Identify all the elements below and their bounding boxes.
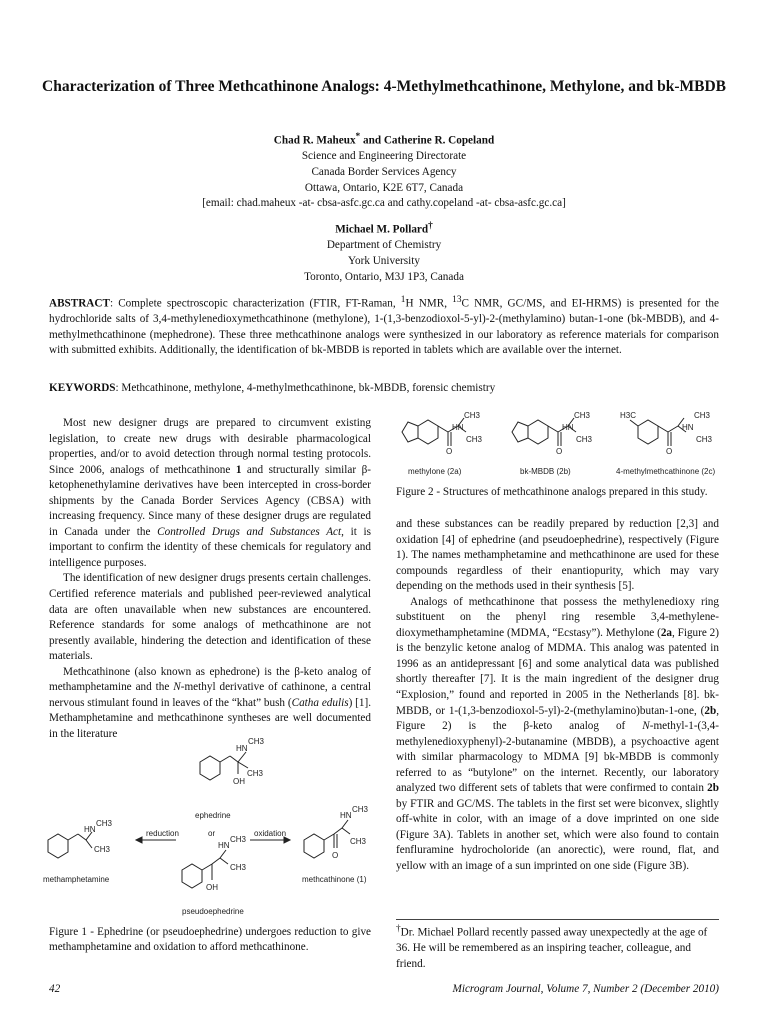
svg-text:OH: OH bbox=[206, 883, 218, 892]
label-2a: methylone (2a) bbox=[408, 467, 462, 476]
page-number: 42 bbox=[49, 983, 61, 995]
figure-2-caption: Figure 2 - Structures of methcathinone analogs prepared in this study. bbox=[396, 486, 708, 498]
right-column-text bbox=[396, 517, 719, 875]
label-pseudoephedrine: pseudoephedrine bbox=[182, 907, 244, 916]
footnote-rule bbox=[396, 919, 719, 920]
svg-text:CH3: CH3 bbox=[96, 819, 113, 828]
svg-text:HN: HN bbox=[84, 825, 96, 834]
paragraph: The identification of new designer drugs presents certain challenges. Certified reference materials and published peer-reviewed analytical data are often unavailable when new substances are encountered. Reference standards for some analogs of methcathinone are not presently available, hindering the detection and identification of these materials. bbox=[49, 572, 371, 663]
journal-citation: Microgram Journal, Volume 7, Number 2 (December 2010) bbox=[452, 983, 719, 995]
svg-text:H3C: H3C bbox=[620, 411, 637, 420]
paper-title: Characterization of Three Methcathinone Analogs: 4-Methylmethcathinone, Methylone, and bk-MBDB bbox=[42, 78, 726, 95]
svg-text:HN: HN bbox=[562, 423, 574, 432]
svg-text:HN: HN bbox=[682, 423, 694, 432]
svg-text:CH3: CH3 bbox=[574, 411, 591, 420]
svg-text:CH3: CH3 bbox=[576, 435, 593, 444]
label-oxidation: oxidation bbox=[254, 829, 287, 838]
affiliation-line: Department of Chemistry bbox=[326, 239, 442, 252]
figure-1-caption: Figure 1 - Ephedrine (or pseudoephedrine) undergoes reduction to give methamphetamine and oxidation to afford methcathinone. bbox=[49, 926, 371, 953]
svg-text:CH3: CH3 bbox=[466, 435, 483, 444]
affiliation-line: Science and Engineering Directorate bbox=[301, 150, 467, 163]
svg-text:CH3: CH3 bbox=[247, 769, 264, 778]
keywords: KEYWORDS: Methcathinone, methylone, 4-methylmethcathinone, bk-MBDB, forensic chemistry bbox=[49, 382, 496, 394]
svg-text:HN: HN bbox=[452, 423, 464, 432]
label-2b: bk-MBDB (2b) bbox=[520, 467, 571, 476]
author-block-1 bbox=[40, 130, 728, 212]
label-or: or bbox=[208, 829, 216, 838]
svg-text:CH3: CH3 bbox=[352, 805, 369, 814]
paragraph: and these substances can be readily prepared by reduction [2,3] and oxidation [4] of ephedrine (and pseudoephedrine), respectively (Figure 1). The names methamphetamine and methcathinone are used for these compounds regardless of their enantiopurity, which may vary depending on the methods used in their synthesis [5]. bbox=[396, 518, 719, 593]
svg-text:CH3: CH3 bbox=[230, 863, 247, 872]
figure-1-scheme bbox=[40, 722, 380, 922]
svg-text:HN: HN bbox=[340, 811, 352, 820]
affiliation-line: York University bbox=[348, 254, 420, 267]
svg-text:O: O bbox=[556, 447, 563, 456]
svg-text:O: O bbox=[666, 447, 673, 456]
svg-text:CH3: CH3 bbox=[230, 835, 247, 844]
footnote: †Dr. Michael Pollard recently passed away unexpectedly at the age of 36. He will be remembered as an inspiring teacher, colleague, and friend. bbox=[396, 924, 708, 970]
affiliation-line: Canada Border Services Agency bbox=[311, 165, 457, 178]
paragraph: Most new designer drugs are prepared to circumvent existing legislation, to create new drugs with desirable pharmacological properties, and/or to avoid detection through normal testing protocols. Since 2006, analogs of methcathinone 1 and structurally similar β-ketophenethylamine derivatives have been intercepted in cross-border shipments by the Canada Border Services Agency (CBSA) with increasing frequency. Since many of these designer drugs are regulated in Canada under the Controlled Drugs and Substances Act, it is important to confirm the identity of these chemicals for regulatory and intelligence purposes. bbox=[49, 417, 371, 569]
svg-text:HN: HN bbox=[236, 744, 248, 753]
email-line: [email: chad.maheux -at- cbsa-asfc.gc.ca and cathy.copeland -at- cbsa-asfc.gc.ca] bbox=[202, 197, 566, 210]
label-methcathinone: methcathinone (1) bbox=[302, 875, 367, 884]
label-ephedrine: ephedrine bbox=[195, 811, 231, 820]
svg-text:CH3: CH3 bbox=[94, 845, 111, 854]
svg-text:CH3: CH3 bbox=[248, 737, 265, 746]
left-column-text bbox=[49, 416, 371, 742]
author-names-1: Chad R. Maheux* and Catherine R. Copeland bbox=[273, 132, 495, 147]
svg-text:O: O bbox=[446, 447, 453, 456]
paragraph: Methcathinone (also known as ephedrone) is the β-keto analog of methamphetamine and the N-methyl derivative of cathinone, a central nervous stimulant found in leaves of the “khat” bush (Catha edulis) [1]. Methamphetamine and methcathinone syntheses are well documented in the literature bbox=[49, 665, 371, 740]
figure-2-structures bbox=[396, 408, 726, 480]
svg-text:HN: HN bbox=[218, 841, 230, 850]
abstract: ABSTRACT: Complete spectroscopic characterization (FTIR, FT-Raman, $^1$H NMR, $^{13}$C NMR, GC/MS, and EI-HRMS) is presented for the hydrochloride salts of 3,4-methylenedioxymethcathinone (methylone), 1-(1,3-benzodioxol-5-yl)-2-(methylamino) butan-1-one (bk-MBDB), and 4-methylmethcathinone (mephedrone). These three methcathinone analogs were synthesized in our laboratory as reference materials for comparison with submitted exhibits. Additionally, the identification of bk-MBDB is reported in tablets which are available over the internet. bbox=[49, 295, 719, 357]
affiliation-line: Toronto, Ontario, M3J 1P3, Canada bbox=[304, 270, 464, 283]
author-block-2 bbox=[40, 219, 728, 285]
label-methamphetamine: methamphetamine bbox=[43, 875, 110, 884]
svg-text:CH3: CH3 bbox=[696, 435, 713, 444]
svg-text:OH: OH bbox=[233, 777, 245, 786]
svg-text:O: O bbox=[332, 851, 339, 860]
svg-text:CH3: CH3 bbox=[464, 411, 481, 420]
affiliation-line: Ottawa, Ontario, K2E 6T7, Canada bbox=[304, 181, 464, 194]
author-name-2: Michael M. Pollard† bbox=[335, 221, 433, 236]
svg-text:CH3: CH3 bbox=[694, 411, 711, 420]
label-2c: 4-methylmethcathinone (2c) bbox=[616, 467, 716, 476]
paragraph: Analogs of methcathinone that possess the methylenedioxy ring substituent on the phenyl ring resemble 3,4-methylene-dioxymethamphetamine (MDMA, “Ecstasy”). Methylone (2a, Figure 2) is the benzylic ketone analog of MDMA. This analog was patented in 1996 as an antidepressant [6] and some analytical data was published shortly thereafter [7]. It is the main ingredient of the designer drug “Explosion,” found and reported in 2005 in the Netherlands [8]. bk-MBDB, or 1-(1,3-benzodioxol-5-yl)-2-(methylamino)butan-1-one, (2b, Figure 2) is the β-keto analog of N-methyl-1-(3,4-methylenedioxyphenyl)-2-butanamine (MBDB), a psychoactive agent with similar pharmacology to MDMA [9] bk-MBDB is commonly referred to as “butylone” on the internet. Recently, our laboratory analyzed two different sets of tablets that were confirmed to contain 2b by FTIR and GC/MS. The tablets in the first set were biconvex, slightly off-white in color, with an image of a dove imprinted on one side (Figure 3A). Tablets in another set, which were also found to contain fenfluramine hydrocholoride (an anorectic), were round, flat, and yellow with an image of a sun imprinted on one side (Figure 3B). bbox=[396, 595, 719, 873]
svg-text:CH3: CH3 bbox=[350, 837, 367, 846]
label-reduction: reduction bbox=[146, 829, 179, 838]
